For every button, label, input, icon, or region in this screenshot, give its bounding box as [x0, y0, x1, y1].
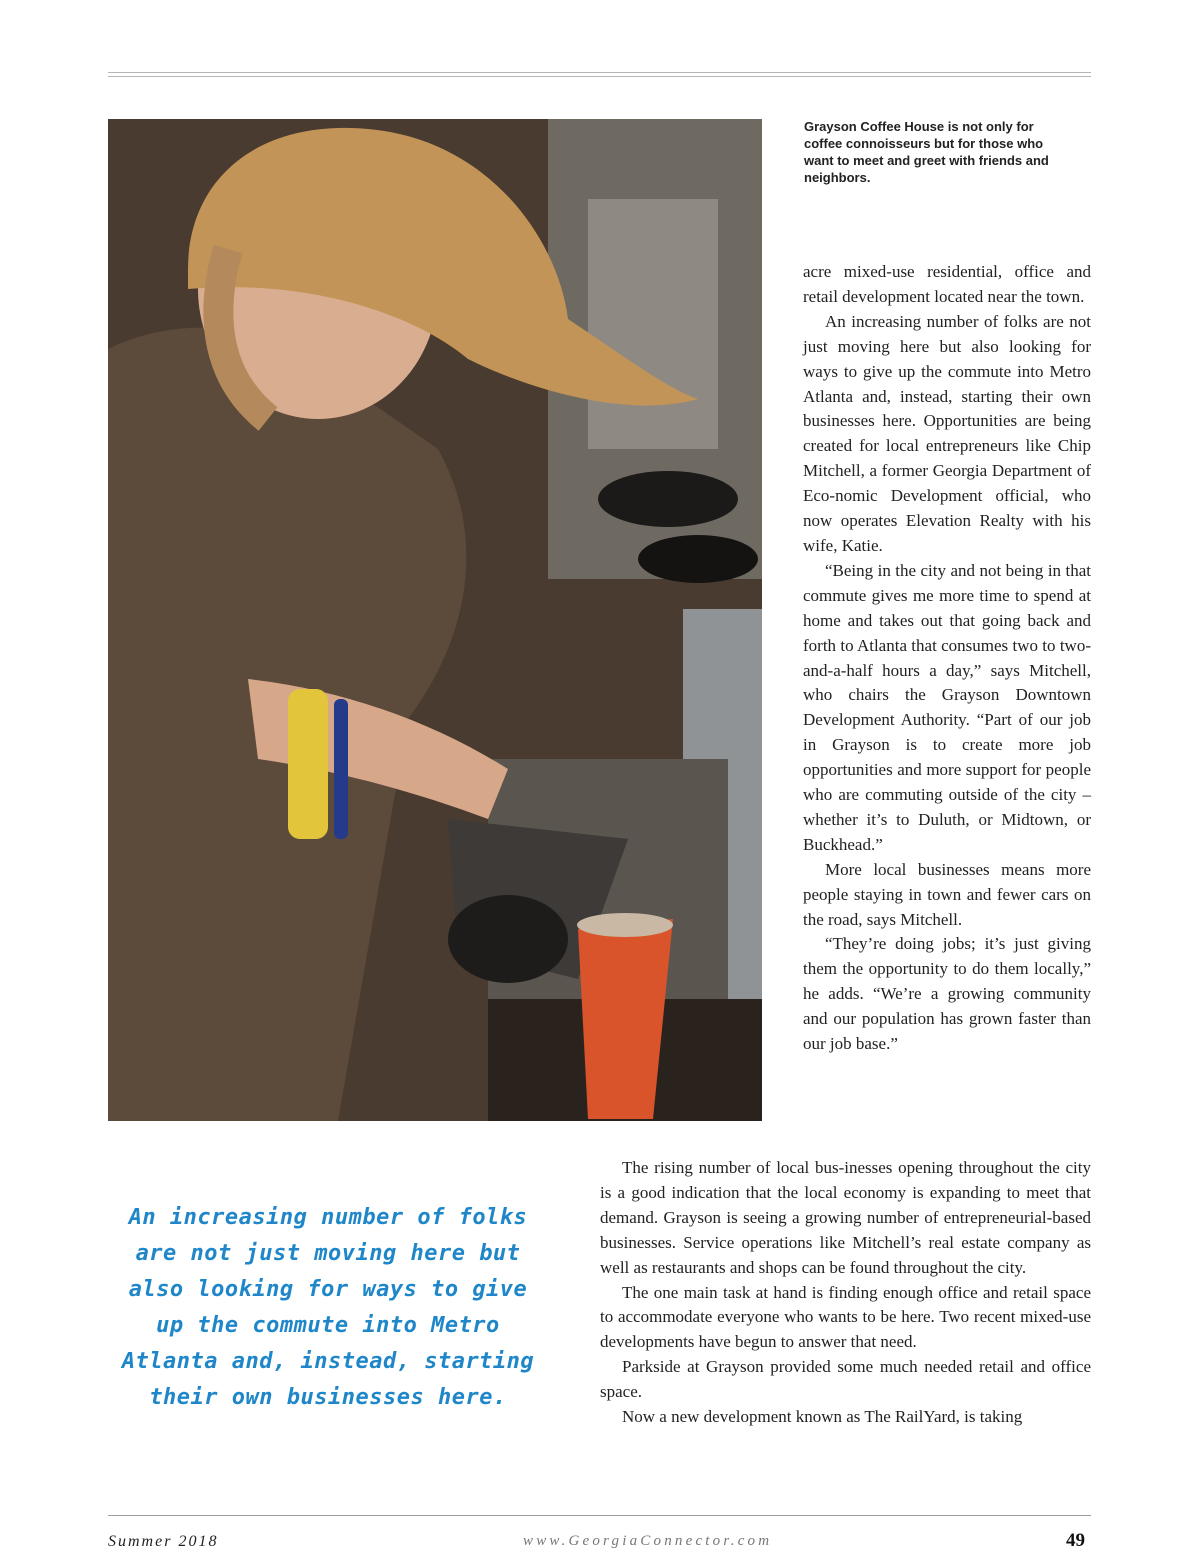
paragraph: The rising number of local bus-inesses opening throughout the city is a good indication that the local economy is expanding to meet that demand. Grayson is seeing a growing number of entrepreneurial-based businesses. Service operations like Mitchell’s real estate company as well as restaurants and shops can be found throughout the city.	[600, 1158, 1091, 1277]
paragraph: Now a new development known as The RailYard, is taking	[622, 1407, 1023, 1427]
article-column-right	[803, 260, 1091, 1057]
photo-illustration	[108, 119, 762, 1121]
paragraph: The one main task at hand is finding enough office and retail space to accommodate everyone who wants to be here. Two recent mixed-use developments have begun to answer that need.	[600, 1282, 1091, 1352]
pull-quote: An increasing number of folks are not just moving here but also looking for ways to give up the commute into Metro Atlanta and, instead, starting their own businesses here.	[121, 1205, 535, 1410]
issue-date: Summer 2018	[108, 1533, 219, 1550]
paragraph: “Being in the city and not being in that commute gives me more time to spend at home and takes out that going back and forth to Atlanta that consumes two to two-and-a-half hours a day,” says Mitchell, who chairs the Grayson Downtown Development Authority. “Part of our job in Grayson is to create more job opportunities and more support for people who are commuting outside of the city – whether it’s to Duluth, or Midtown, or Buckhead.”	[803, 560, 1091, 854]
article-column-wide	[600, 1156, 1091, 1430]
paragraph: An increasing number of folks are not just moving here but also looking for ways to give up the commute into Metro Atlanta and, instead, starting their own businesses here. Opportunities are being created for local entrepreneurs like Chip Mitchell, a former Georgia Department of Eco-nomic Development official, who now operates Elevation Realty with his wife, Katie.	[803, 311, 1091, 555]
page-number: 49	[1066, 1530, 1085, 1551]
footer-rule	[108, 1515, 1091, 1516]
barista-photo	[108, 119, 762, 1121]
blue-wristband	[334, 699, 348, 839]
paragraph: “They’re doing jobs; it’s just giving them the opportunity to do them locally,” he adds. “We’re a growing community and our population has grown faster than our job base.”	[803, 934, 1091, 1054]
header-rule	[108, 76, 1091, 77]
paragraph: acre mixed-use residential, office and retail development located near the town.	[803, 262, 1091, 306]
espresso-handle	[638, 535, 758, 583]
website-url: www.GeorgiaConnector.com	[523, 1533, 773, 1549]
yellow-wristband	[288, 689, 328, 839]
espresso-handle	[598, 471, 738, 527]
background-machine	[588, 199, 718, 449]
paragraph: Parkside at Grayson provided some much needed retail and office space.	[600, 1357, 1091, 1402]
header-rule	[108, 72, 1091, 73]
pitcher-base	[448, 895, 568, 983]
paragraph: More local businesses means more people staying in town and fewer cars on the road, says Mitchell.	[803, 859, 1091, 929]
latte-foam	[577, 913, 673, 937]
photo-caption: Grayson Coffee House is not only for coffee connoisseurs but for those who want to meet and greet with friends and neighbors.	[804, 119, 1049, 185]
